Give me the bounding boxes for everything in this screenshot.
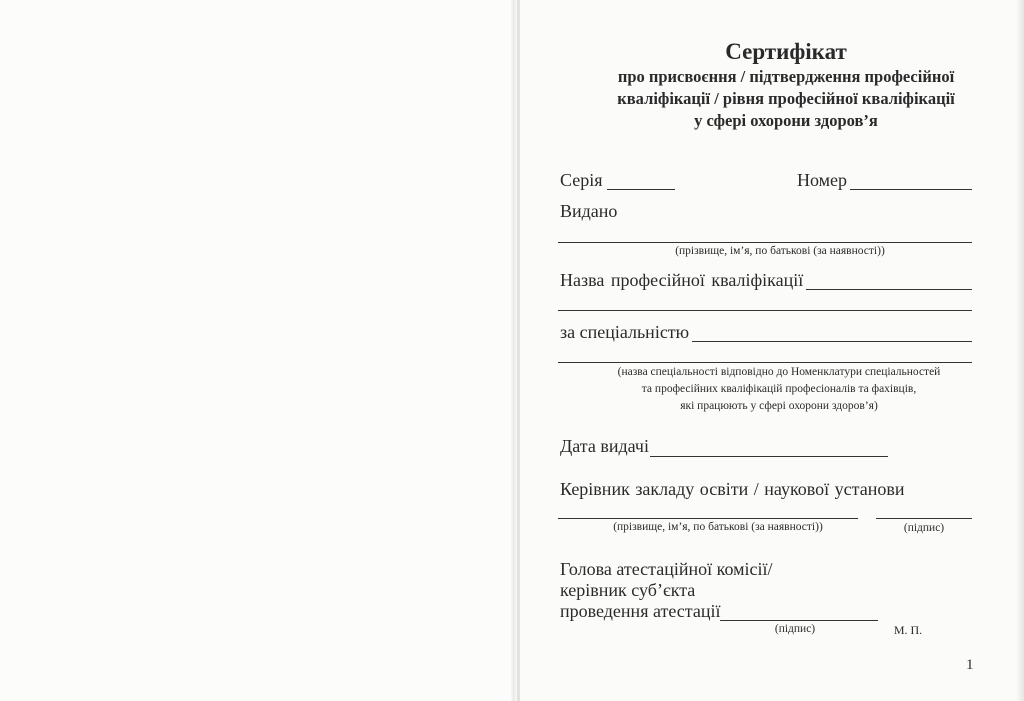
issue-date-field[interactable] <box>650 456 888 457</box>
page-edge <box>1016 0 1024 701</box>
commission-label-line: проведення атестації <box>560 601 721 621</box>
head-name-hint: (прізвище, ім’я, по батькові (за наявності)) <box>613 521 823 533</box>
issue-date-label: Дата видачі <box>560 436 649 456</box>
qualification-field[interactable] <box>806 289 972 290</box>
specialty-hint <box>566 364 992 415</box>
qualification-label: Назва професійної кваліфікації <box>560 270 804 290</box>
qualification-field-line-2[interactable] <box>558 310 972 311</box>
series-label: Серія <box>560 170 603 190</box>
head-signature-hint: (підпис) <box>903 522 945 534</box>
certificate-subtitle <box>520 66 1016 132</box>
subtitle-line: кваліфікації / рівня професійної кваліфікації <box>617 89 955 108</box>
commission-label-line: Голова атестаційної комісії/ <box>560 559 773 579</box>
stamp-label: М. П. <box>893 623 923 637</box>
specialty-field[interactable] <box>692 341 972 342</box>
commission-signature-hint: (підпис) <box>774 623 816 635</box>
recipient-name-hint: (прізвище, ім’я, по батькові (за наявності)) <box>675 245 885 257</box>
specialty-label: за спеціальністю <box>560 322 690 342</box>
series-field[interactable] <box>607 189 675 190</box>
specialty-hint-line: які працюють у сфері охорони здоров’я) <box>680 400 878 412</box>
subtitle-line: у сфері охорони здоров’я <box>694 111 878 130</box>
specialty-hint-line: (назва спеціальності відповідно до Номенклатури спеціальностей <box>617 366 941 378</box>
certificate-page <box>520 0 1016 701</box>
specialty-field-line-2[interactable] <box>558 362 972 363</box>
issued-label: Видано <box>560 201 618 221</box>
commission-label <box>560 559 772 622</box>
page-number: 1 <box>966 657 974 673</box>
head-signature-field[interactable] <box>876 518 972 519</box>
commission-label-line: керівник суб’єкта <box>560 580 696 600</box>
subtitle-line: про присвоєння / підтвердження професійної <box>617 67 955 86</box>
number-field[interactable] <box>850 189 972 190</box>
specialty-hint-line: та професійних кваліфікацій професіоналів та фахівців, <box>641 383 917 395</box>
certificate-title: Сертифікат <box>725 39 847 64</box>
number-label: Номер <box>797 170 848 190</box>
head-label: Керівник закладу освіти / наукової установи <box>560 479 905 499</box>
